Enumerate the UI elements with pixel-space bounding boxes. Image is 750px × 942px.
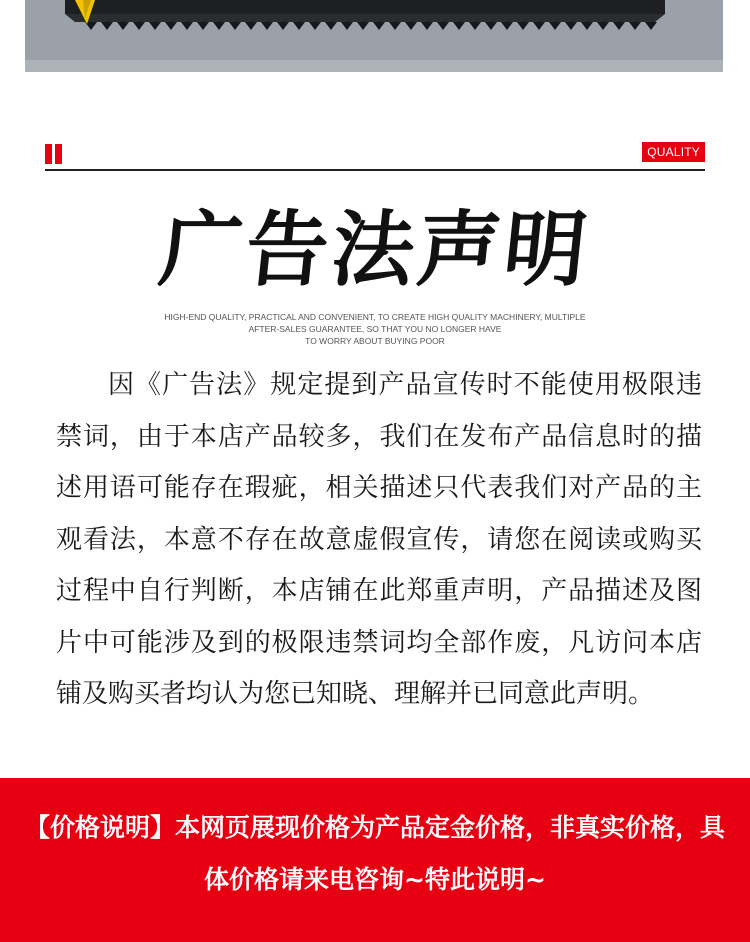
price-notice-banner: [0, 778, 750, 942]
header-divider: [45, 169, 705, 171]
section-header: [45, 142, 705, 172]
quality-badge: QUALITY: [642, 142, 705, 162]
machinery-track-image: [25, 0, 723, 72]
subtitle-line: AFTER-SALES GUARANTEE, SO THAT YOU NO LONGER HAVE: [248, 324, 502, 334]
subtitle-line: HIGH-END QUALITY, PRACTICAL AND CONVENIENT, TO CREATE HIGH QUALITY MACHINERY, MULTIPLE: [164, 312, 586, 322]
page-title: 广告法声明: [155, 203, 596, 298]
red-bars-decoration: [45, 144, 65, 164]
product-photo: [25, 0, 723, 72]
price-notice-text: 【价格说明】本网页展现价格为产品定金价格，非真实价格，具体价格请来电咨询~特此说明~: [24, 813, 725, 894]
english-subtitle: [160, 311, 590, 347]
statement-body: 因《广告法》规定提到产品宣传时不能使用极限违禁词，由于本店产品较多，我们在发布产品信息时的描述用语可能存在瑕疵，相关描述只代表我们对产品的主观看法，本意不存在故意虚假宣传，请您在阅读或购买过程中自行判断，本店铺在此郑重声明，产品描述及图片中可能涉及到的极限违禁词均全部作废，凡访问本店铺及购买者均认为您已知晓、理解并已同意此声明。: [56, 370, 702, 709]
subtitle-line: TO WORRY ABOUT BUYING POOR: [305, 336, 445, 346]
